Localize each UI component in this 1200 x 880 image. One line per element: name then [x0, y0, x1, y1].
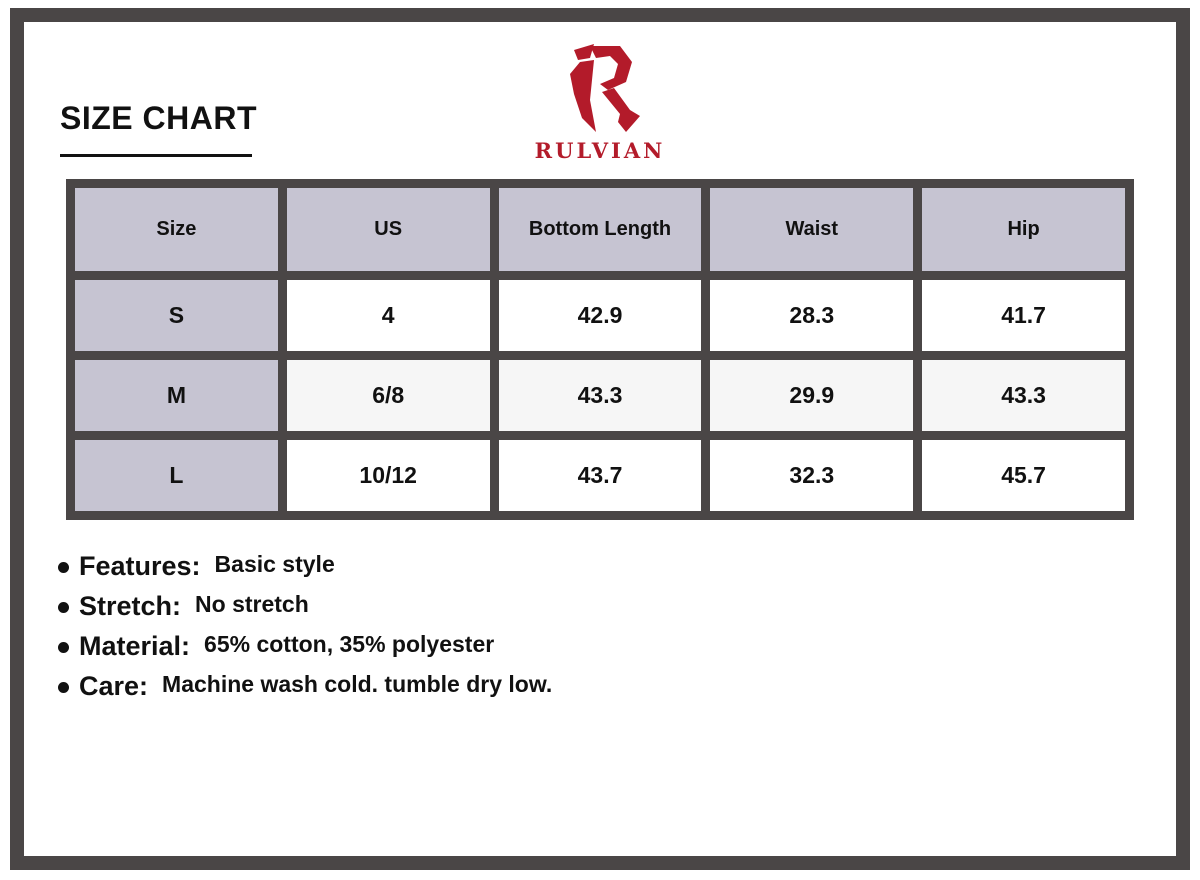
- table-cell: 43.3: [922, 360, 1125, 431]
- table-cell: 45.7: [922, 440, 1125, 511]
- feature-value: 65% cotton, 35% polyester: [204, 630, 495, 657]
- table-header-row: [75, 188, 1125, 271]
- table-row: [75, 440, 1125, 511]
- feature-label: Features:: [79, 550, 201, 581]
- header-cell: Size: [75, 188, 278, 271]
- feature-value: Basic style: [214, 550, 335, 577]
- size-cell: S: [75, 280, 278, 351]
- table-cell: 6/8: [287, 360, 490, 431]
- feature-label: Material:: [79, 630, 191, 661]
- table-cell: 28.3: [710, 280, 913, 351]
- bullet-icon: [58, 642, 69, 653]
- feature-value: No stretch: [195, 590, 309, 617]
- brand-logo: [518, 40, 682, 165]
- table-cell: 42.9: [499, 280, 702, 351]
- header-cell: US: [287, 188, 490, 271]
- title-underline: [60, 154, 252, 157]
- bullet-icon: [58, 602, 69, 613]
- bullet-icon: [58, 562, 69, 573]
- table-cell: 43.7: [499, 440, 702, 511]
- table-cell: 43.3: [499, 360, 702, 431]
- page-title: SIZE CHART: [60, 100, 257, 136]
- size-table: [66, 179, 1134, 520]
- list-item: [58, 586, 552, 626]
- list-item: [58, 666, 552, 706]
- feature-value: Machine wash cold. tumble dry low.: [162, 670, 553, 697]
- bullet-icon: [58, 682, 69, 693]
- list-item: [58, 626, 552, 666]
- table-cell: 10/12: [287, 440, 490, 511]
- feature-list: [58, 546, 552, 706]
- table-row: [75, 360, 1125, 431]
- table-cell: 4: [287, 280, 490, 351]
- header-cell: Hip: [922, 188, 1125, 271]
- list-item: [58, 546, 552, 586]
- header-cell: Bottom Length: [499, 188, 702, 271]
- brand-name: RULVIAN: [534, 138, 666, 163]
- table-cell: 29.9: [710, 360, 913, 431]
- feature-label: Stretch:: [79, 590, 182, 621]
- header-cell: Waist: [710, 188, 913, 271]
- table-row: [75, 280, 1125, 351]
- table-cell: 41.7: [922, 280, 1125, 351]
- brand-r-mark-icon: [560, 40, 640, 136]
- table-cell: 32.3: [710, 440, 913, 511]
- feature-label: Care:: [79, 670, 149, 701]
- size-cell: M: [75, 360, 278, 431]
- size-cell: L: [75, 440, 278, 511]
